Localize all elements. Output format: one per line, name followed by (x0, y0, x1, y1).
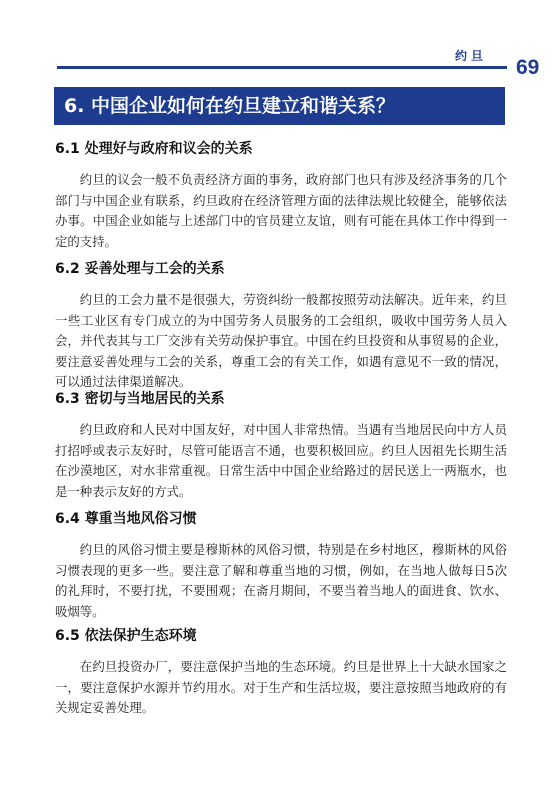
chapter-title: 6. 中国企业如何在约旦建立和谐关系？ (54, 87, 505, 125)
section-paragraph: 约旦政府和人民对中国友好，对中国人非常热情。当遇有当地居民向中方人员打招呼或表示友好时，尽管可能语言不通，也要积极回应。约旦人因祖先长期生活在沙漠地区，对水非常重视。日常生活中中国企业给路过的居民送上一两瓶水，也是一种表示友好的方式。 (55, 422, 507, 499)
section-paragraph: 约旦的议会一般不负责经济方面的事务，政府部门也只有涉及经济事务的几个部门与中国企业有联系，约旦政府在经济管理方面的法律法规比较健全，能够依法办事。中国企业如能与上述部门中的官员建立友谊，则有可能在具体工作中得到一定的支持。 (55, 172, 507, 249)
section-6-1 (55, 140, 507, 252)
section-paragraph: 约旦的风俗习惯主要是穆斯林的风俗习惯，特别是在乡村地区，穆斯林的风俗习惯表现的更多一些。要注意了解和尊重当地的习惯，例如，在当地人做每日5次的礼拜时，不要打扰，不要围观；在斋月期间，不要当着当地人的面进食、饮水、吸烟等。 (55, 542, 507, 619)
section-paragraph: 约旦的工会力量不是很强大，劳资纠纷一般都按照劳动法解决。近年来，约旦一些工业区有专门成立的为中国劳务人员服务的工会组织，吸收中国劳务人员入会，并代表其与工厂交涉有关劳动保护事宜。中国在约旦投资和从事贸易的企业，要注意妥善处理与工会的关系，尊重工会的有关工作，如遇有意见不一致的情况，可以通过法律渠道解决。 (55, 292, 507, 389)
section-heading: 6.2 妥善处理与工会的关系 (55, 261, 225, 277)
section-6-4 (55, 510, 507, 622)
section-paragraph: 在约旦投资办厂，要注意保护当地的生态环境。约旦是世界上十大缺水国家之一，要注意保护水源并节约用水。对于生产和生活垃圾，要注意按照当地政府的有关规定妥善处理。 (55, 659, 507, 715)
section-6-3 (55, 390, 507, 502)
header-divider (57, 66, 507, 69)
section-6-2 (55, 260, 507, 393)
section-heading: 6.4 尊重当地风俗习惯 (55, 511, 197, 527)
page-number: 69 (516, 56, 540, 79)
section-heading: 6.1 处理好与政府和议会的关系 (55, 141, 253, 157)
section-6-5 (55, 627, 507, 719)
section-heading: 6.3 密切与当地居民的关系 (55, 391, 225, 407)
section-heading: 6.5 依法保护生态环境 (55, 628, 197, 644)
running-header-country: 约旦 (455, 49, 488, 63)
